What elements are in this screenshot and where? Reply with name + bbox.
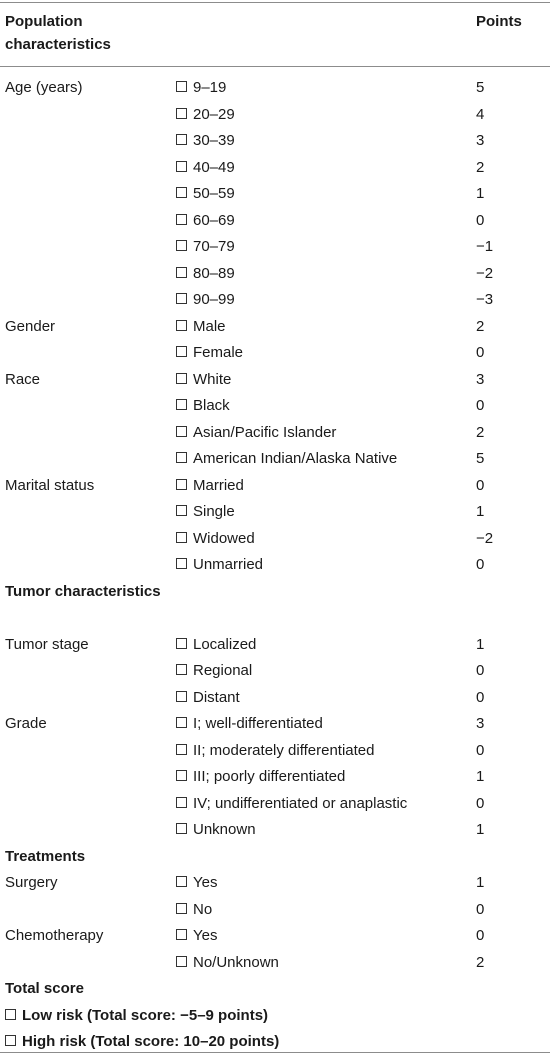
option-cell[interactable] [176, 711, 323, 738]
checkbox-icon[interactable] [176, 717, 187, 728]
points-value: 0 [476, 662, 485, 679]
points-value: 1 [476, 874, 485, 891]
option-cell[interactable] [176, 420, 336, 447]
checkbox-icon[interactable] [176, 797, 187, 808]
option-cell[interactable] [176, 261, 235, 288]
points-value: 0 [476, 900, 485, 918]
checkbox-icon[interactable] [176, 426, 187, 437]
option-cell[interactable] [176, 764, 345, 791]
points-value: 0 [476, 927, 485, 944]
checkbox-icon[interactable] [176, 373, 187, 384]
option-cell[interactable] [176, 102, 235, 129]
points-value: 0 [476, 741, 485, 759]
option-label: Yes [193, 927, 218, 944]
table-row [0, 367, 550, 394]
checkbox-icon[interactable] [176, 505, 187, 516]
option-cell[interactable] [176, 685, 240, 712]
option-cell[interactable] [176, 526, 255, 553]
points-value: 5 [476, 450, 485, 467]
option-label: IV; undifferentiated or anaplastic [193, 794, 408, 812]
option-cell[interactable] [176, 738, 375, 765]
option-label: 30–39 [193, 132, 235, 149]
option-label: Female [193, 344, 244, 361]
table-row [0, 314, 550, 341]
checkbox-icon[interactable] [176, 823, 187, 834]
category-label: Chemotherapy [5, 927, 104, 944]
risk-group-label: High risk (Total score: 10–20 points) [22, 1033, 280, 1050]
risk-group-option[interactable] [5, 1003, 268, 1030]
table-row [0, 499, 550, 526]
checkbox-icon[interactable] [176, 81, 187, 92]
points-value: 2 [476, 317, 485, 335]
checkbox-icon[interactable] [5, 1035, 16, 1046]
option-label: Single [193, 503, 235, 520]
option-label: 50–59 [193, 185, 235, 202]
option-label: Widowed [193, 529, 255, 547]
table-row [0, 579, 550, 632]
checkbox-icon[interactable] [176, 558, 187, 569]
checkbox-icon[interactable] [176, 956, 187, 967]
table-row [0, 234, 550, 261]
checkbox-icon[interactable] [176, 293, 187, 304]
table-row [0, 261, 550, 288]
option-cell[interactable] [176, 367, 231, 394]
top-rule [0, 2, 550, 3]
option-label: Unknown [193, 821, 256, 838]
option-label: No/Unknown [193, 953, 279, 971]
points-value: 1 [476, 768, 485, 785]
checkbox-icon[interactable] [176, 876, 187, 887]
points-value: −2 [476, 529, 494, 547]
option-cell[interactable] [176, 552, 263, 579]
checkbox-icon[interactable] [176, 691, 187, 702]
checkbox-icon[interactable] [176, 664, 187, 675]
table-row [0, 685, 550, 712]
table-row [0, 844, 550, 871]
table-row [0, 923, 550, 950]
option-label: Distant [193, 688, 240, 706]
table-row [0, 791, 550, 818]
table-row [0, 102, 550, 129]
checkbox-icon[interactable] [176, 240, 187, 251]
option-cell[interactable] [176, 314, 226, 341]
points-value: 2 [476, 953, 485, 971]
category-label: Grade [5, 715, 47, 732]
category-label: Race [5, 370, 41, 388]
option-cell[interactable] [176, 155, 235, 182]
table-row [0, 181, 550, 208]
option-label: White [193, 370, 232, 388]
checkbox-icon[interactable] [5, 1009, 16, 1020]
points-value: 2 [476, 423, 485, 441]
option-cell[interactable] [176, 287, 235, 314]
header-population-characteristics: Population characteristics [5, 13, 111, 53]
option-label: Male [193, 317, 226, 335]
option-label: Unmarried [193, 556, 264, 573]
section-heading: Total score [5, 980, 84, 997]
checkbox-icon[interactable] [176, 452, 187, 463]
option-label: III; poorly differentiated [193, 768, 346, 785]
option-label: 90–99 [193, 291, 235, 308]
option-cell[interactable] [176, 658, 252, 685]
points-value: 3 [476, 370, 485, 388]
checkbox-icon[interactable] [176, 744, 187, 755]
option-label: 70–79 [193, 238, 235, 255]
option-cell[interactable] [176, 208, 235, 235]
option-cell[interactable] [176, 870, 217, 897]
table-row [0, 711, 550, 738]
checkbox-icon[interactable] [176, 108, 187, 119]
checkbox-icon[interactable] [176, 346, 187, 357]
section-heading: Treatments [5, 847, 86, 865]
option-label: I; well-differentiated [193, 715, 323, 732]
option-label: American Indian/Alaska Native [193, 450, 398, 467]
checkbox-icon[interactable] [176, 638, 187, 649]
checkbox-icon[interactable] [176, 320, 187, 331]
table-row [0, 473, 550, 500]
checkbox-icon[interactable] [176, 532, 187, 543]
option-label: Asian/Pacific Islander [193, 423, 337, 441]
bottom-rule [0, 1052, 550, 1053]
option-cell[interactable] [176, 75, 226, 102]
option-cell[interactable] [176, 950, 279, 977]
table-row [0, 155, 550, 182]
option-cell[interactable] [176, 499, 235, 526]
points-value: 5 [476, 79, 485, 96]
category-label: Age (years) [5, 79, 83, 96]
points-value: 0 [476, 344, 485, 361]
table-row [0, 738, 550, 765]
checkbox-icon[interactable] [176, 903, 187, 914]
category-label: Surgery [5, 874, 58, 891]
option-cell[interactable] [176, 446, 397, 473]
option-cell[interactable] [176, 923, 217, 950]
option-label: 60–69 [193, 211, 235, 229]
points-value: 0 [476, 476, 485, 494]
table-row [0, 764, 550, 791]
table-body [0, 75, 550, 1056]
checkbox-icon[interactable] [176, 929, 187, 940]
checkbox-icon[interactable] [176, 214, 187, 225]
checkbox-icon[interactable] [176, 399, 187, 410]
option-label: No [193, 900, 213, 918]
option-cell[interactable] [176, 234, 235, 261]
option-cell[interactable] [176, 340, 243, 367]
checkbox-icon[interactable] [176, 161, 187, 172]
checkbox-icon[interactable] [176, 187, 187, 198]
option-cell[interactable] [176, 791, 407, 818]
table-row [0, 976, 550, 1003]
points-value: 1 [476, 635, 485, 653]
table-row [0, 446, 550, 473]
table-row [0, 393, 550, 420]
option-label: Yes [193, 874, 218, 891]
option-cell[interactable] [176, 817, 256, 844]
points-value: 1 [476, 185, 485, 202]
table-row [0, 658, 550, 685]
points-value: 0 [476, 397, 485, 414]
points-value: 4 [476, 105, 485, 123]
category-label: Marital status [5, 476, 95, 494]
points-value: 1 [476, 503, 485, 520]
table-row [0, 128, 550, 155]
points-value: 3 [476, 715, 485, 732]
header-points: Points [476, 13, 522, 30]
option-cell[interactable] [176, 897, 212, 924]
points-value: 0 [476, 688, 485, 706]
option-label: Localized [193, 635, 257, 653]
category-label: Gender [5, 317, 56, 335]
points-value: −3 [476, 291, 494, 308]
option-label: 80–89 [193, 264, 235, 282]
checkbox-icon[interactable] [176, 770, 187, 781]
points-value: 0 [476, 211, 485, 229]
table-row [0, 950, 550, 977]
points-value: −2 [476, 264, 494, 282]
checkbox-icon[interactable] [176, 479, 187, 490]
option-cell[interactable] [176, 181, 235, 208]
checkbox-icon[interactable] [176, 134, 187, 145]
option-label: II; moderately differentiated [193, 741, 375, 759]
option-label: Black [193, 397, 230, 414]
table-row [0, 340, 550, 367]
table-row [0, 287, 550, 314]
option-cell[interactable] [176, 128, 235, 155]
option-cell[interactable] [176, 393, 230, 420]
option-label: 9–19 [193, 79, 227, 96]
table-row [0, 526, 550, 553]
points-value: 2 [476, 158, 485, 176]
option-cell[interactable] [176, 473, 244, 500]
points-value: 0 [476, 556, 485, 573]
checkbox-icon[interactable] [176, 267, 187, 278]
option-label: 40–49 [193, 158, 235, 176]
table-row [0, 1003, 550, 1030]
table-row [0, 870, 550, 897]
category-label: Tumor stage [5, 635, 89, 653]
table-row [0, 420, 550, 447]
points-value: −1 [476, 238, 494, 255]
points-value: 1 [476, 821, 485, 838]
option-label: 20–29 [193, 105, 235, 123]
table-row [0, 632, 550, 659]
table-row [0, 552, 550, 579]
option-label: Married [193, 476, 244, 494]
points-value: 0 [476, 794, 485, 812]
option-label: Regional [193, 662, 253, 679]
section-heading: Tumor characteristics [5, 582, 161, 600]
risk-group-label: Low risk (Total score: −5–9 points) [22, 1006, 269, 1024]
points-value: 3 [476, 132, 485, 149]
option-cell[interactable] [176, 632, 256, 659]
table-row [0, 817, 550, 844]
table-row [0, 208, 550, 235]
table-row [0, 897, 550, 924]
header-rule [0, 66, 550, 67]
table-row [0, 75, 550, 102]
